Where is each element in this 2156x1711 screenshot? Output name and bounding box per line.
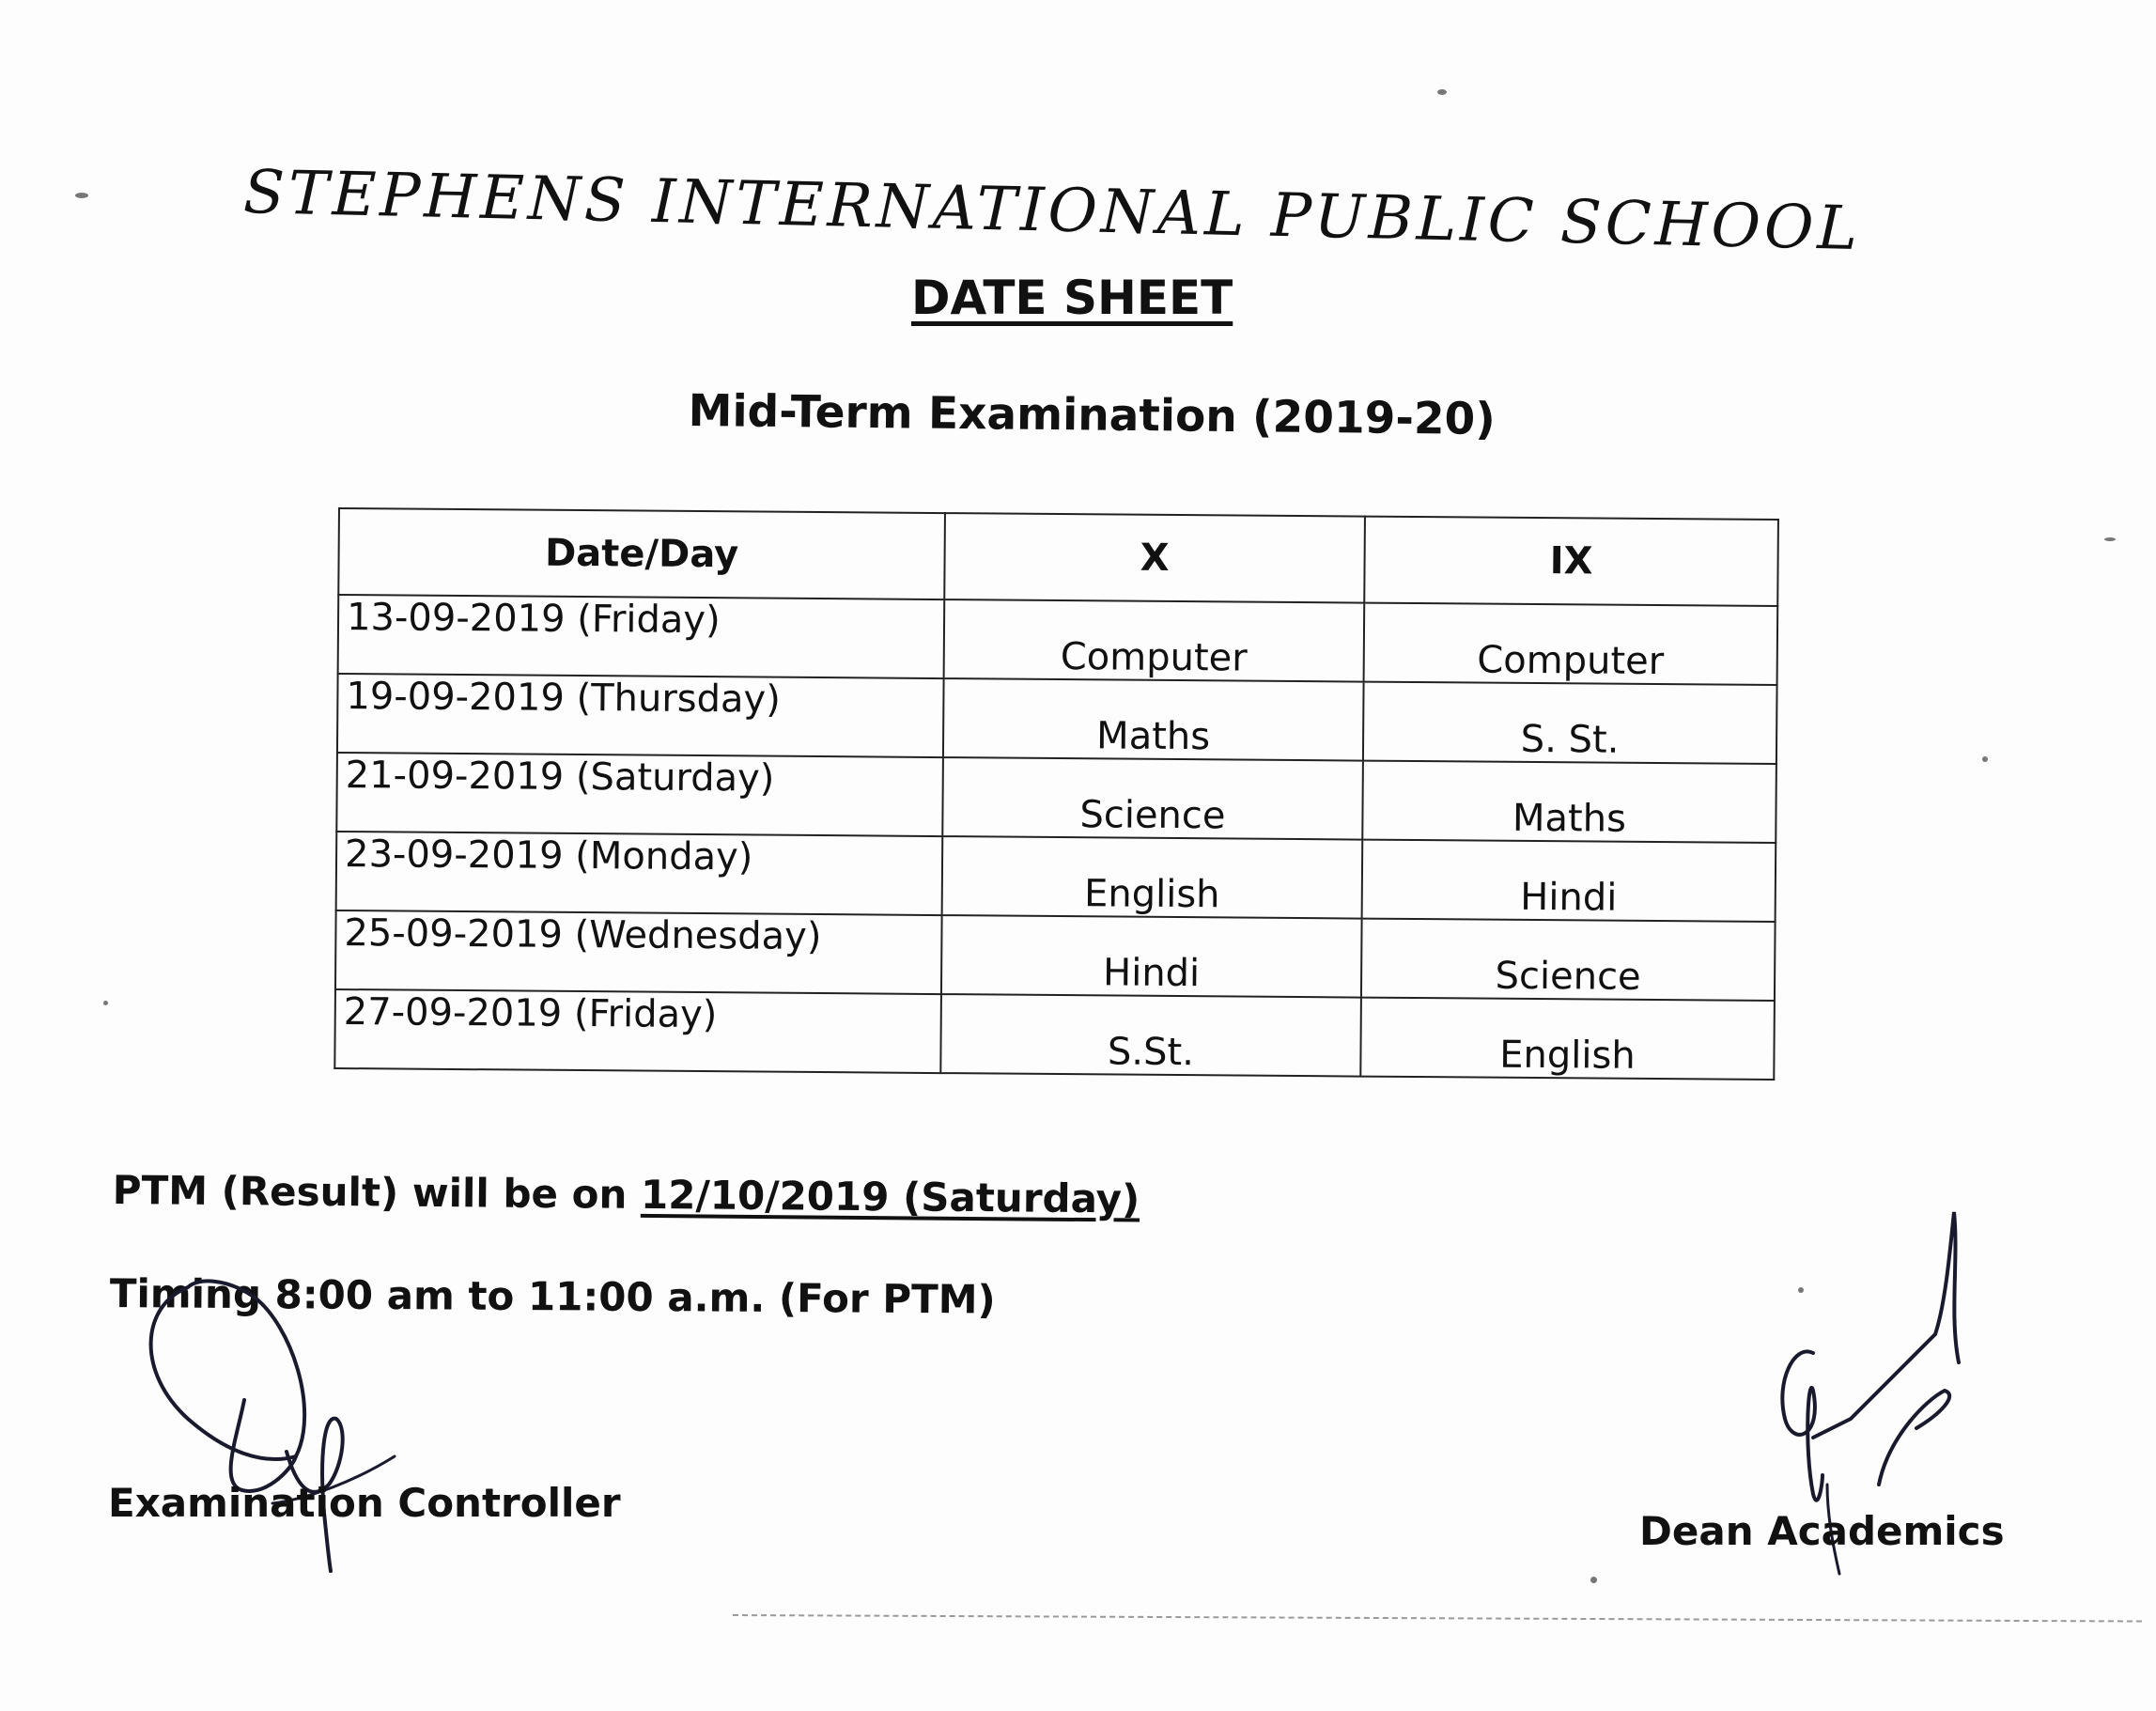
row-subject-x: Computer	[944, 599, 1365, 682]
document-title: DATE SHEET	[911, 271, 1233, 325]
row-subject-x: English	[942, 836, 1363, 919]
scan-speck	[1437, 89, 1447, 95]
scan-speck	[75, 193, 88, 198]
row-date: 19-09-2019 (Thursday)	[337, 674, 944, 757]
school-name: STEPHENS INTERNATIONAL PUBLIC SCHOOL	[242, 158, 1862, 265]
ptm-note	[113, 1167, 1140, 1222]
date-sheet-table-container	[333, 507, 1779, 1081]
table-header-row	[338, 508, 1778, 606]
table-row	[336, 753, 1776, 843]
date-sheet-table	[333, 507, 1779, 1081]
table-row	[338, 595, 1778, 685]
row-date: 25-09-2019 (Wednesday)	[335, 910, 942, 994]
row-date: 21-09-2019 (Saturday)	[336, 753, 943, 836]
row-subject-x: Maths	[943, 678, 1364, 761]
table-row	[337, 674, 1777, 764]
row-subject-ix: S. St.	[1363, 682, 1777, 764]
table-row	[335, 910, 1776, 1001]
row-date: 13-09-2019 (Friday)	[338, 595, 945, 678]
scan-speck	[1590, 1577, 1597, 1583]
row-subject-ix: Maths	[1362, 761, 1776, 843]
row-subject-ix: Hindi	[1362, 840, 1776, 922]
scan-artifact-line	[733, 1614, 2142, 1623]
header-date-day: Date/Day	[338, 508, 945, 599]
examination-controller-signature	[132, 1268, 432, 1579]
scan-speck	[2104, 537, 2116, 541]
dean-academics-label: Dean Academics	[1639, 1508, 2005, 1554]
header-class-ix: IX	[1364, 517, 1778, 606]
row-date: 23-09-2019 (Monday)	[336, 832, 943, 915]
examination-controller-label: Examination Controller	[108, 1480, 621, 1526]
ptm-note-prefix: PTM (Result) will be on	[112, 1167, 642, 1218]
exam-title: Mid-Term Examination (2019-20)	[688, 385, 1497, 445]
row-subject-ix: Computer	[1364, 603, 1778, 685]
row-subject-x: Science	[942, 757, 1363, 840]
header-class-x: X	[944, 513, 1365, 603]
ptm-timing-note: Timing 8:00 am to 11:00 a.m. (For PTM)	[109, 1270, 996, 1323]
row-subject-ix: Science	[1361, 919, 1776, 1001]
row-subject-x: Hindi	[941, 915, 1362, 998]
table-row	[334, 989, 1775, 1080]
ptm-date: 12/10/2019 (Saturday)	[640, 1171, 1140, 1222]
table-row	[336, 832, 1776, 922]
row-subject-ix: English	[1360, 998, 1775, 1080]
scan-speck	[103, 1001, 108, 1005]
scan-speck	[1798, 1287, 1804, 1293]
row-subject-x: S.St.	[940, 994, 1361, 1077]
row-date: 27-09-2019 (Friday)	[334, 989, 941, 1073]
scan-speck	[1982, 756, 1988, 762]
